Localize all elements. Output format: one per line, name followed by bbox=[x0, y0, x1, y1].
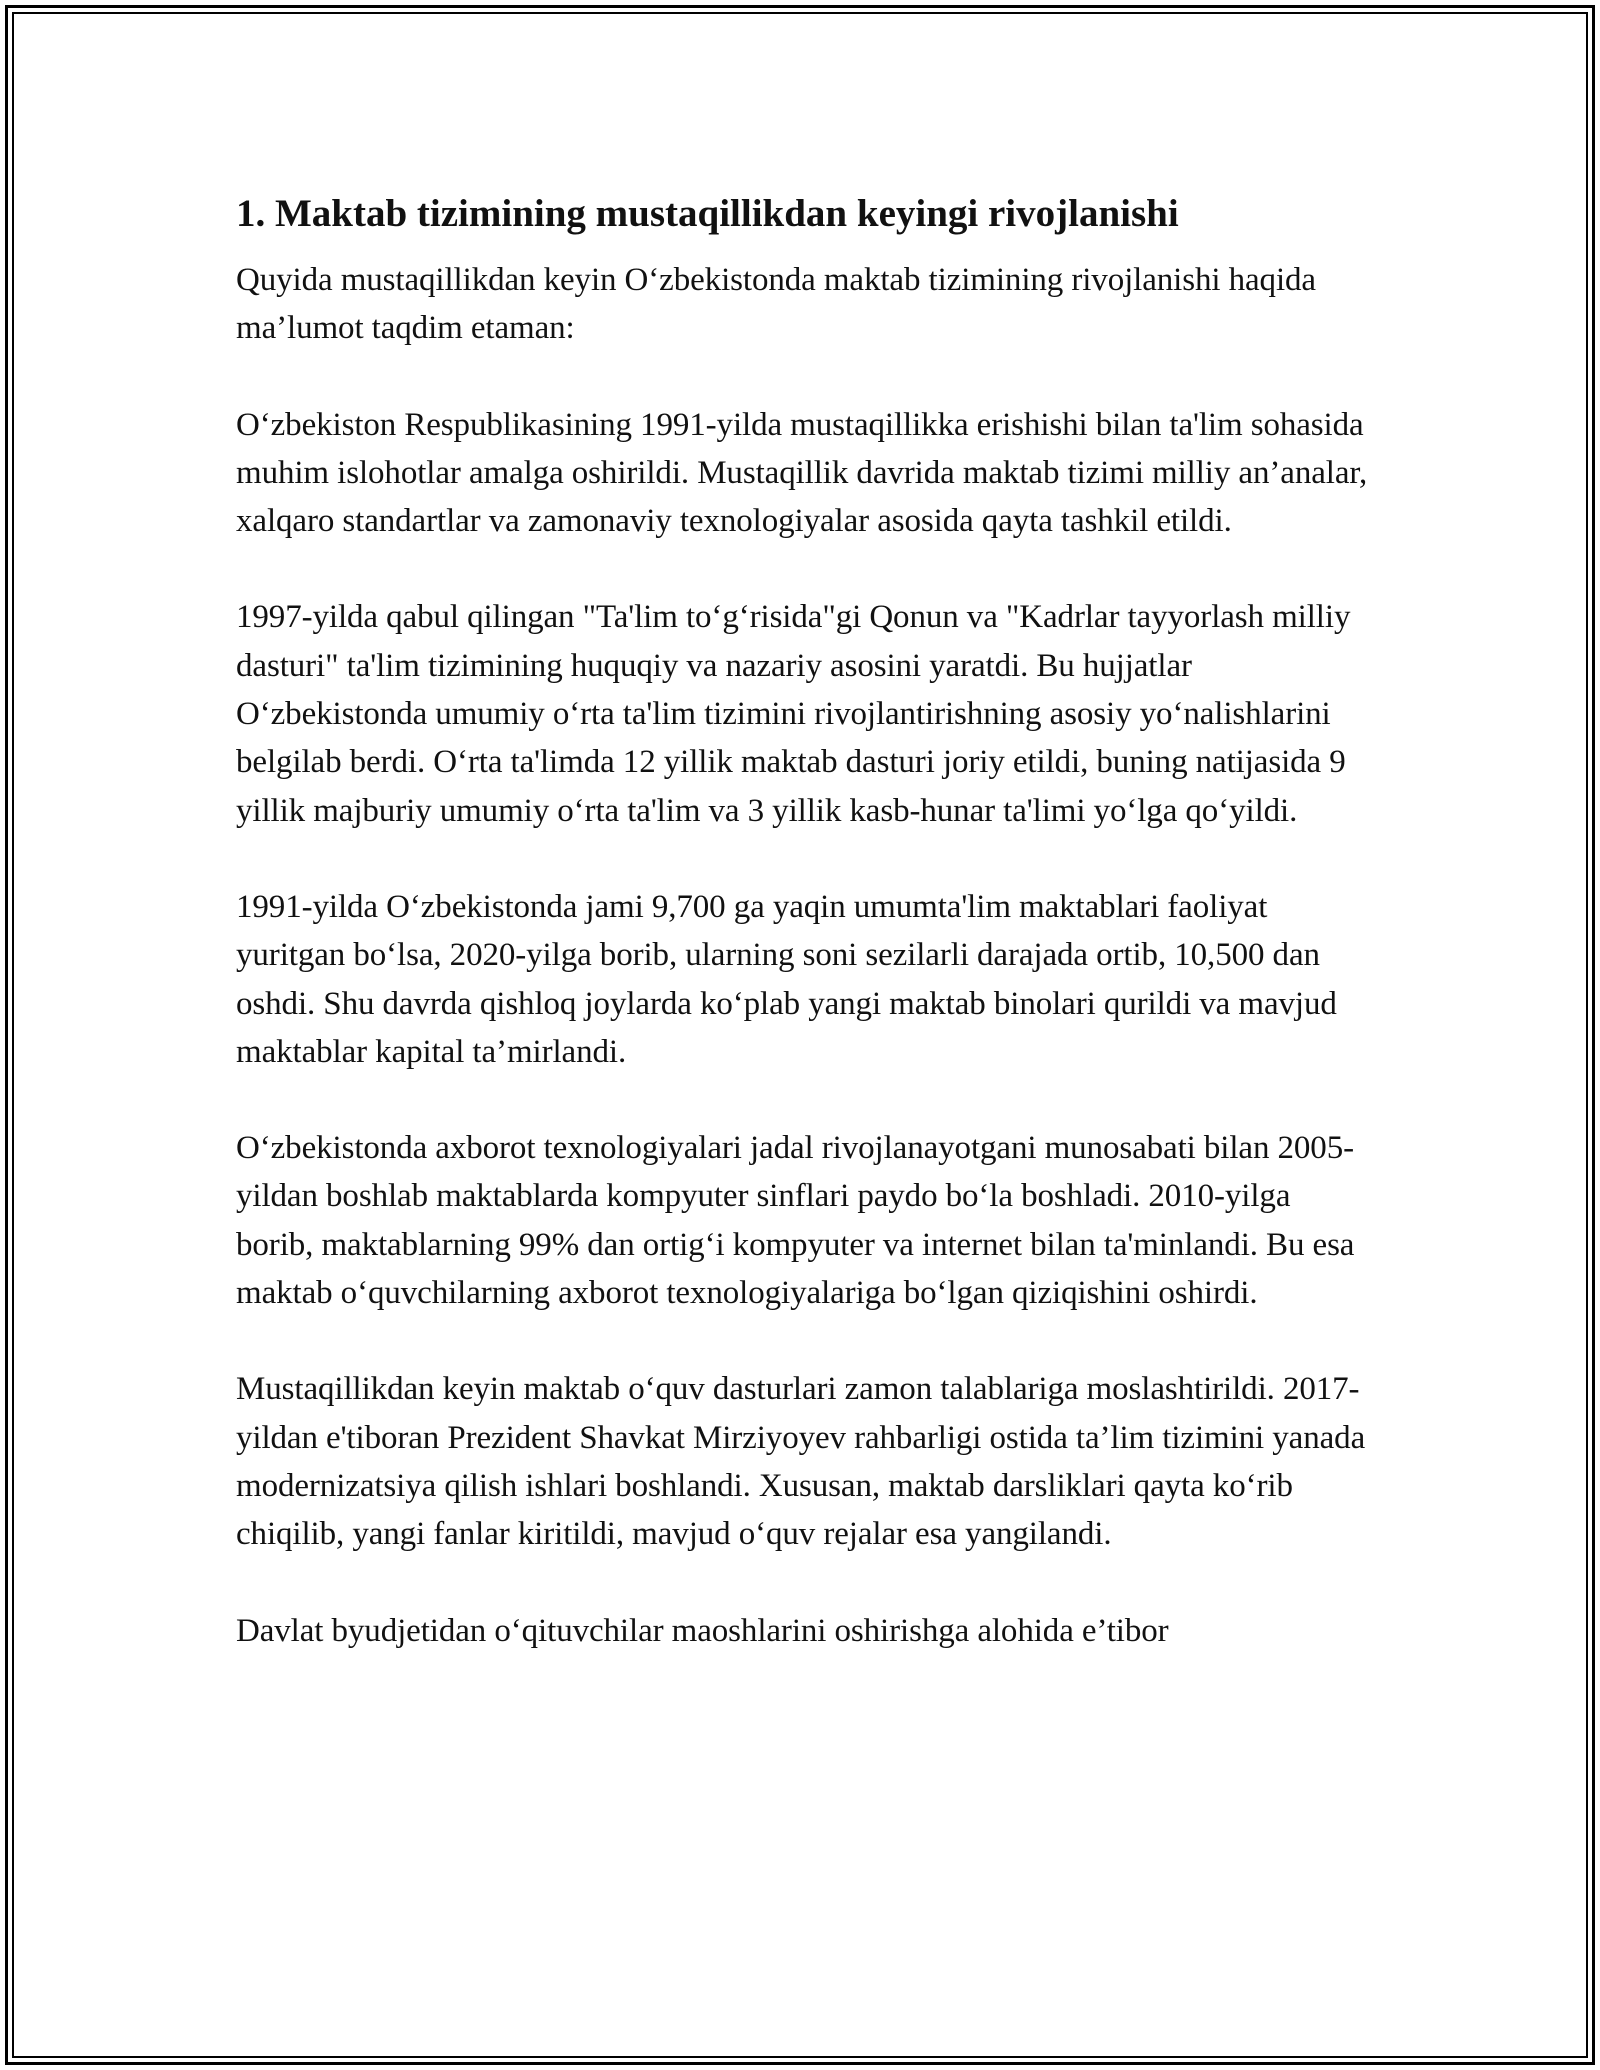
section-heading: 1. Maktab tizimining mustaqillikdan keyingi rivojlanishi bbox=[236, 192, 1179, 235]
paragraph-teacher-salaries: Davlat byudjetidan o‘qituvchilar maoshlarini oshirishga alohida e’tibor bbox=[236, 1612, 1169, 1649]
paragraph-school-count: 1991-yilda O‘zbekistonda jami 9,700 ga yaqin umumta'lim maktablari faoliyat yuritgan bo‘lsa, 2020-yilga borib, ularning soni sezilarli darajada ortib, 10,500 dan oshdi. Shu davrda qishloq joylarda ko‘plab yangi maktab binolari qurildi va mavjud maktablar kapital ta’mirlandi. bbox=[236, 888, 1337, 1070]
paragraph-it-development: O‘zbekistonda axborot texnologiyalari jadal rivojlanayotgani munosabati bilan 2005-yildan boshlab maktablarda kompyuter sinflari paydo bo‘la boshladi. 2010-yilga borib, maktablarning 99% dan ortig‘i kompyuter va internet bilan ta'minlandi. Bu esa maktab o‘quvchilarning axborot texnologiyalariga bo‘lgan qiziqishini oshirdi. bbox=[236, 1130, 1355, 1312]
paragraph-independence: O‘zbekiston Respublikasining 1991-yilda mustaqillikka erishishi bilan ta'lim sohasida muhim islohotlar amalga oshirildi. Mustaqillik davrida maktab tizimi milliy an’analar, xalqaro standartlar va zamonaviy texnologiyalar asosida qayta tashkil etildi. bbox=[236, 406, 1368, 540]
paragraph-curriculum: Mustaqillikdan keyin maktab o‘quv dasturlari zamon talablariga moslashtirildi. 2017-yildan e'tiboran Prezident Shavkat Mirziyoyev rahbarligi ostida ta’lim tizimini yanada modernizatsiya qilish ishlari boshlandi. Xususan, maktab darsliklari qayta ko‘rib chiqilib, yangi fanlar kiritildi, mavjud o‘quv rejalar esa yangilandi. bbox=[236, 1371, 1366, 1553]
document-body bbox=[236, 190, 1372, 1655]
paragraph-intro: Quyida mustaqillikdan keyin O‘zbekistonda maktab tizimining rivojlanishi haqida ma’lumot taqdim etaman: bbox=[236, 262, 1316, 347]
paragraph-education-law: 1997-yilda qabul qilingan "Ta'lim to‘g‘risida"gi Qonun va "Kadrlar tayyorlash milliy dasturi" ta'lim tizimining huquqiy va nazariy asosini yaratdi. Bu hujjatlar O‘zbekistonda umumiy o‘rta ta'lim tizimini rivojlantirishning asosiy yo‘nalishlarini belgilab berdi. O‘rta ta'limda 12 yillik maktab dasturi joriy etildi, buning natijasida 9 yillik majburiy umumiy o‘rta ta'lim va 3 yillik kasb-hunar ta'limi yo‘lga qo‘yildi. bbox=[236, 599, 1351, 829]
